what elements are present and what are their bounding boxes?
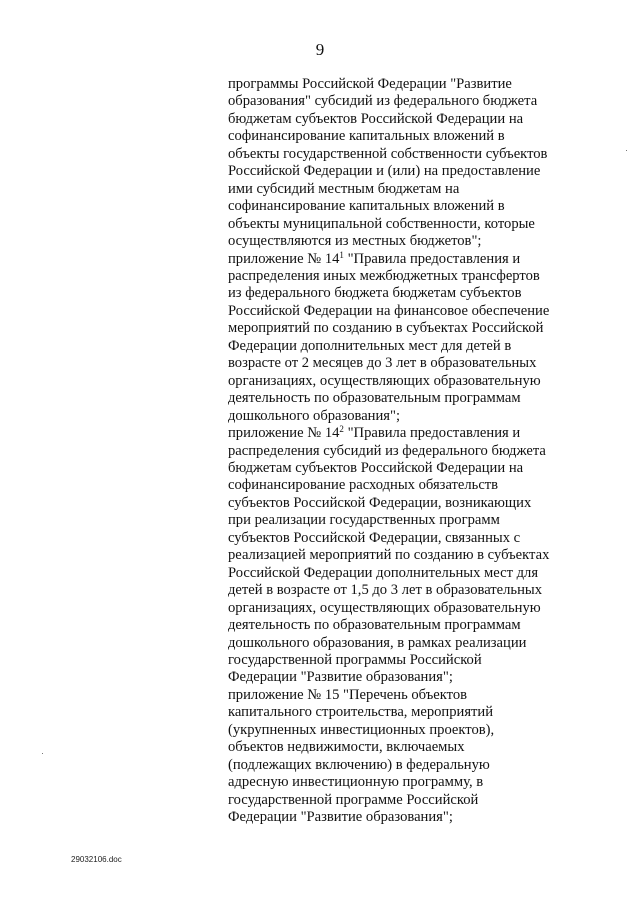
body-line: (подлежащих включению) в федеральную bbox=[228, 756, 490, 773]
body-line: Российской Федерации дополнительных мест для bbox=[228, 564, 539, 581]
body-line: возрасте от 2 месяцев до 3 лет в образовательных bbox=[228, 355, 537, 372]
body-line: софинансирование капитальных вложений в bbox=[228, 128, 505, 145]
body-line: дошкольного образования"; bbox=[228, 407, 401, 424]
body-line: ими субсидий местным бюджетам на bbox=[228, 180, 460, 197]
body-line: государственной программе Российской bbox=[228, 791, 479, 808]
scan-speck bbox=[626, 150, 627, 151]
body-line: объекты государственной собственности субъектов bbox=[228, 145, 548, 162]
body-line: программы Российской Федерации "Развитие bbox=[228, 76, 512, 92]
body-line: организациях, осуществляющих образовательную bbox=[228, 599, 541, 616]
body-line: мероприятий по созданию в субъектах Российской bbox=[228, 320, 544, 337]
body-line bbox=[228, 251, 588, 268]
body-line: распределения иных межбюджетных трансфертов bbox=[228, 267, 540, 284]
document-body-text bbox=[228, 76, 588, 826]
body-line: объектов недвижимости, включаемых bbox=[228, 739, 465, 756]
superscript-index: 2 bbox=[339, 424, 344, 435]
body-line: объекты муниципальной собственности, которые bbox=[228, 215, 535, 232]
body-line: адресную инвестиционную программу, в bbox=[228, 774, 484, 791]
body-line-text: приложение № 14 bbox=[228, 425, 340, 442]
body-line: бюджетам субъектов Российской Федерации на bbox=[228, 110, 524, 127]
body-line-text: "Правила предоставления и bbox=[343, 425, 521, 442]
body-line: распределения субсидий из федерального бюджета bbox=[228, 442, 546, 459]
body-line: осуществляются из местных бюджетов"; bbox=[228, 233, 482, 250]
body-line: Российской Федерации и (или) на предоставление bbox=[228, 163, 541, 180]
body-line: организациях, осуществляющих образовательную bbox=[228, 372, 541, 389]
body-line: Федерации дополнительных мест для детей в bbox=[228, 337, 512, 354]
body-line-text: "Правила предоставления и bbox=[343, 250, 521, 267]
body-line: (укрупненных инвестиционных проектов), bbox=[228, 721, 495, 738]
body-line: из федерального бюджета бюджетам субъектов bbox=[228, 285, 522, 302]
page-number: 9 bbox=[315, 40, 325, 59]
body-line: бюджетам субъектов Российской Федерации на bbox=[228, 459, 524, 476]
body-line: реализацией мероприятий по созданию в субъектах bbox=[228, 547, 550, 564]
body-line: Российской Федерации на финансовое обеспечение bbox=[228, 302, 550, 319]
body-line: приложение № 15 "Перечень объектов bbox=[228, 686, 468, 703]
body-line: Федерации "Развитие образования"; bbox=[228, 809, 453, 826]
body-line: софинансирование расходных обязательств bbox=[228, 477, 499, 494]
body-line: дошкольного образования, в рамках реализации bbox=[228, 634, 527, 651]
body-line: Федерации "Развитие образования"; bbox=[228, 669, 453, 686]
body-line: капитального строительства, мероприятий bbox=[228, 704, 494, 721]
body-line bbox=[228, 425, 588, 442]
body-line: субъектов Российской Федерации, связанных с bbox=[228, 529, 521, 546]
body-line-text: приложение № 14 bbox=[228, 250, 340, 267]
body-line: при реализации государственных программ bbox=[228, 512, 500, 529]
body-line: субъектов Российской Федерации, возникающих bbox=[228, 494, 532, 511]
body-line: государственной программы Российской bbox=[228, 651, 482, 668]
body-line: детей в возрасте от 1,5 до 3 лет в образовательных bbox=[228, 582, 543, 599]
body-line: образования" субсидий из федерального бюджета bbox=[228, 93, 538, 110]
scan-speck bbox=[42, 753, 43, 754]
body-line: деятельность по образовательным программам bbox=[228, 617, 521, 634]
body-line: деятельность по образовательным программам bbox=[228, 390, 521, 407]
footer-filename: 29032106.doc bbox=[71, 855, 122, 864]
body-line: софинансирование капитальных вложений в bbox=[228, 198, 505, 215]
superscript-index: 1 bbox=[339, 249, 344, 260]
